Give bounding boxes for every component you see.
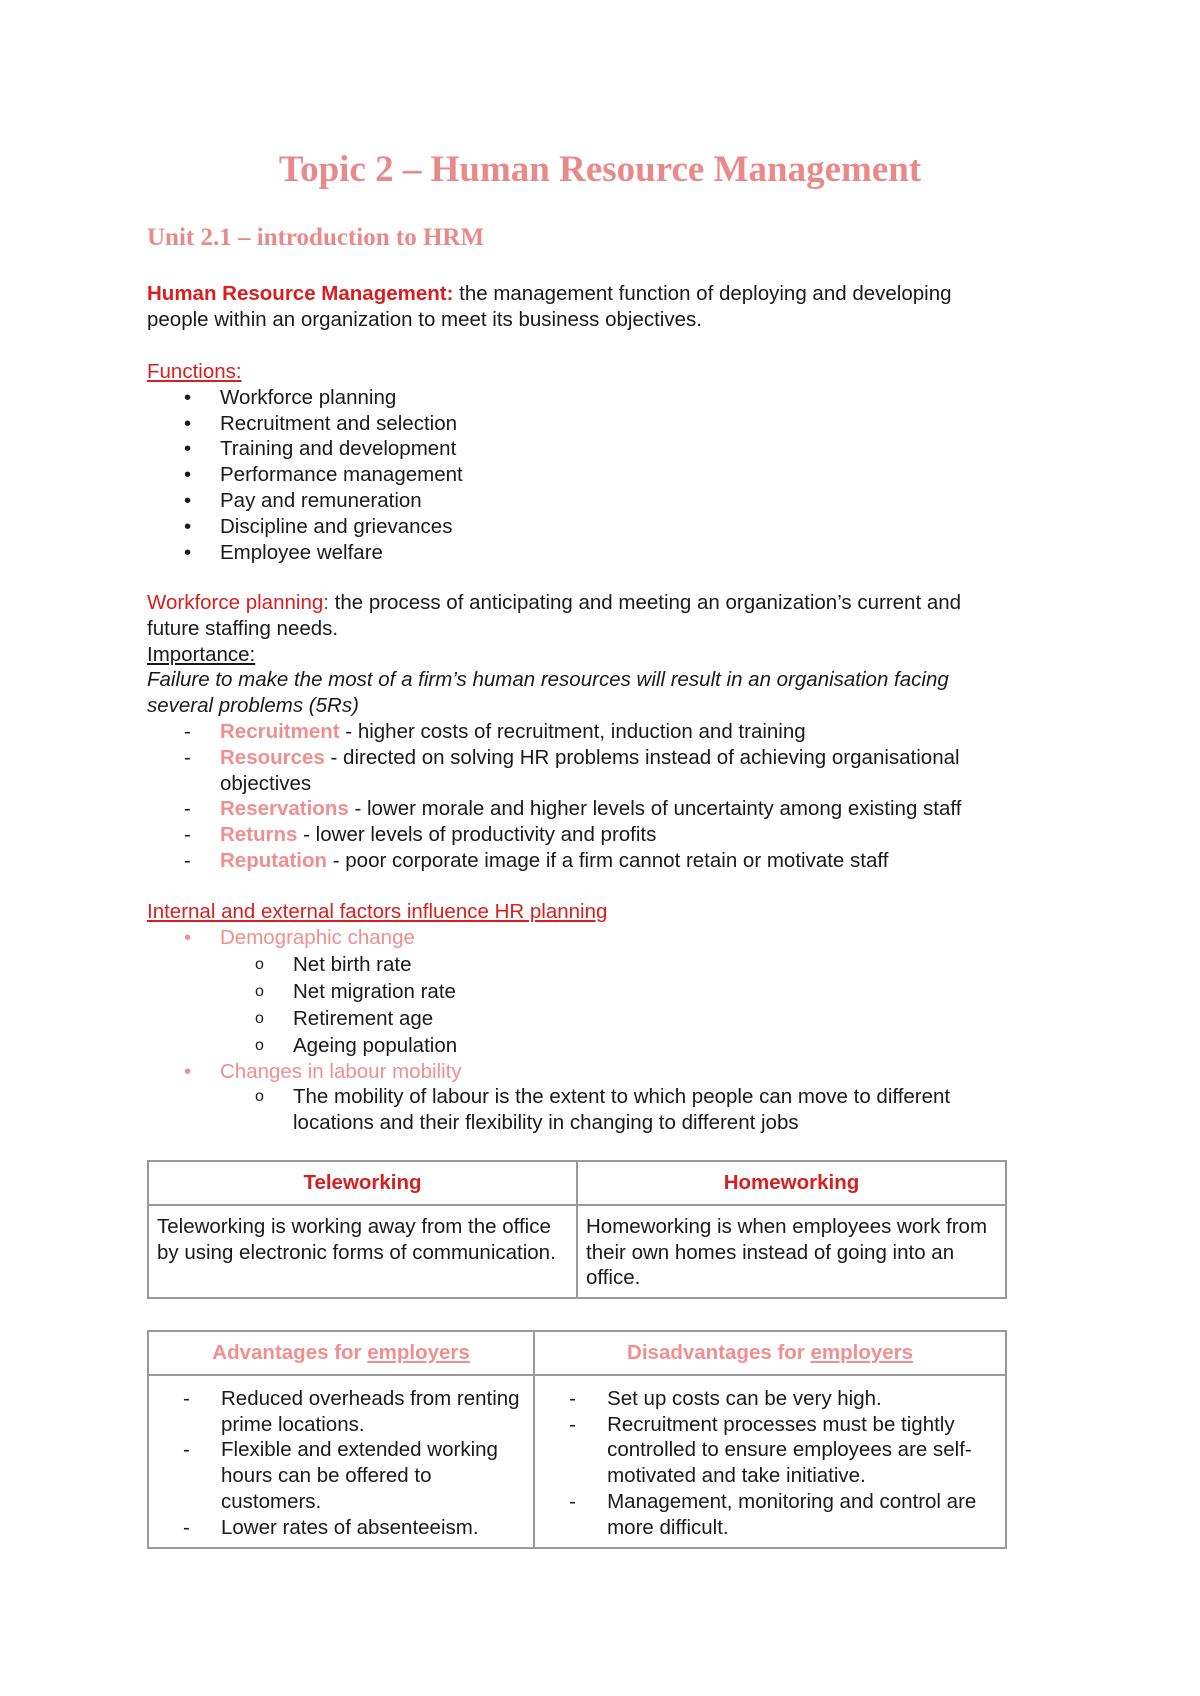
circle-bullet-icon: o — [255, 955, 264, 973]
list-item: • Discipline and grievances — [184, 514, 453, 538]
mobility-list — [147, 1059, 1047, 1085]
demographic-list — [147, 951, 1047, 1059]
working-types-table — [147, 1160, 1007, 1299]
factors-list — [147, 925, 1047, 951]
list-item: • Employee welfare — [184, 540, 383, 564]
dash-icon: - — [183, 1438, 190, 1462]
circle-bullet-icon: o — [255, 982, 264, 1000]
list-item: - Reduced overheads from renting prime locations. — [183, 1386, 520, 1436]
teleworking-header: Teleworking — [148, 1161, 577, 1205]
homeworking-cell: Homeworking is when employees work from their own homes instead of going into an office. — [577, 1205, 1006, 1298]
unit-heading: Unit 2.1 – introduction to HRM — [147, 224, 485, 251]
list-item: o Retirement age — [255, 1006, 434, 1030]
list-item: • Training and development — [184, 437, 457, 461]
bullet-icon: • — [184, 1059, 192, 1083]
list-item: • Pay and remuneration — [184, 488, 422, 512]
hrm-text-1: the management function of deploying and developing — [453, 282, 952, 305]
five-rs-list — [147, 719, 1047, 874]
importance-text-1: Failure to make the most of a firm’s human resources will result in an organisation facing — [147, 668, 949, 692]
importance-label: Importance: — [147, 642, 256, 666]
list-item: - Set up costs can be very high. — [569, 1386, 882, 1410]
list-item: • Changes in labour mobility — [184, 1059, 462, 1083]
workforce-text-1: the process of anticipating and meeting an organization’s current and — [328, 591, 962, 614]
functions-list — [147, 385, 1047, 566]
list-item: • Workforce planning — [184, 385, 397, 409]
list-item: - Flexible and extended working hours can be offered to customers. — [183, 1438, 498, 1513]
dash-icon: - — [184, 848, 191, 872]
factors-section — [147, 899, 1047, 1136]
homeworking-header: Homeworking — [577, 1161, 1006, 1205]
list-item: - Reservations - lower morale and higher levels of uncertainty among existing staff — [184, 797, 962, 821]
disadvantages-cell — [534, 1375, 1006, 1548]
hrm-term: Human Resource Management: — [147, 282, 454, 305]
list-item: - Management, monitoring and control are more difficult. — [569, 1489, 977, 1539]
circle-bullet-icon: o — [255, 1009, 264, 1027]
dash-icon: - — [184, 823, 191, 847]
bullet-icon: • — [184, 385, 192, 409]
bullet-icon: • — [184, 488, 192, 512]
disadvantages-header: Disadvantages for employers — [534, 1331, 1006, 1375]
workforce-text-2: future staffing needs. — [147, 616, 339, 640]
circle-bullet-icon: o — [255, 1036, 264, 1054]
page-title: Topic 2 – Human Resource Management — [278, 149, 922, 190]
list-item: o Net birth rate — [255, 952, 412, 976]
dash-icon: - — [183, 1386, 190, 1410]
importance-text-2: several problems (5Rs) — [147, 694, 359, 718]
dash-icon: - — [569, 1412, 576, 1436]
list-item: - Returns - lower levels of productivity and profits — [184, 823, 657, 847]
workforce-section — [147, 590, 1047, 874]
functions-section — [147, 359, 1047, 565]
list-item: - Resources - directed on solving HR problems instead of achieving organisational objectives — [184, 745, 960, 795]
advantages-cell — [148, 1375, 534, 1548]
functions-heading: Functions: — [147, 360, 242, 383]
disadvantages-list — [535, 1386, 993, 1541]
bullet-icon: • — [184, 411, 192, 435]
list-item: - Lower rates of absenteeism. — [183, 1515, 479, 1539]
list-item: o Ageing population — [255, 1033, 458, 1057]
advantages-list — [149, 1386, 521, 1541]
bullet-icon: • — [184, 540, 192, 564]
list-item: - Reputation - poor corporate image if a firm cannot retain or motivate staff — [184, 848, 889, 872]
list-item: • Demographic change — [184, 925, 415, 949]
advantages-header: Advantages for employers — [148, 1331, 534, 1375]
list-item: • Recruitment and selection — [184, 411, 458, 435]
list-item: - Recruitment - higher costs of recruitment, induction and training — [184, 719, 806, 743]
mobility-sublist — [147, 1084, 1047, 1136]
list-item: • Performance management — [184, 463, 463, 487]
list-item: o Net migration rate — [255, 979, 456, 1003]
list-item: o The mobility of labour is the extent to which people can move to different locations and their flexibility in changing to different jobs — [255, 1085, 951, 1135]
dash-icon: - — [184, 745, 191, 769]
bullet-icon: • — [184, 514, 192, 538]
teleworking-cell: Teleworking is working away from the office by using electronic forms of communication. — [148, 1205, 577, 1298]
dash-icon: - — [184, 797, 191, 821]
list-item: - Recruitment processes must be tightly controlled to ensure employees are self-motivated and take initiative. — [569, 1412, 972, 1488]
factors-heading: Internal and external factors influence HR planning — [147, 900, 608, 923]
dash-icon: - — [569, 1386, 576, 1410]
bullet-icon: • — [184, 463, 192, 487]
dash-icon: - — [569, 1489, 576, 1513]
hrm-text-2: people within an organization to meet its business objectives. — [147, 307, 702, 331]
workforce-term: Workforce planning: — [147, 591, 329, 614]
bullet-icon: • — [184, 437, 192, 461]
hrm-definition — [147, 281, 1047, 333]
bullet-icon: • — [184, 925, 192, 949]
advantages-table — [147, 1330, 1007, 1549]
dash-icon: - — [184, 719, 191, 743]
dash-icon: - — [183, 1515, 190, 1539]
circle-bullet-icon: o — [255, 1088, 264, 1106]
